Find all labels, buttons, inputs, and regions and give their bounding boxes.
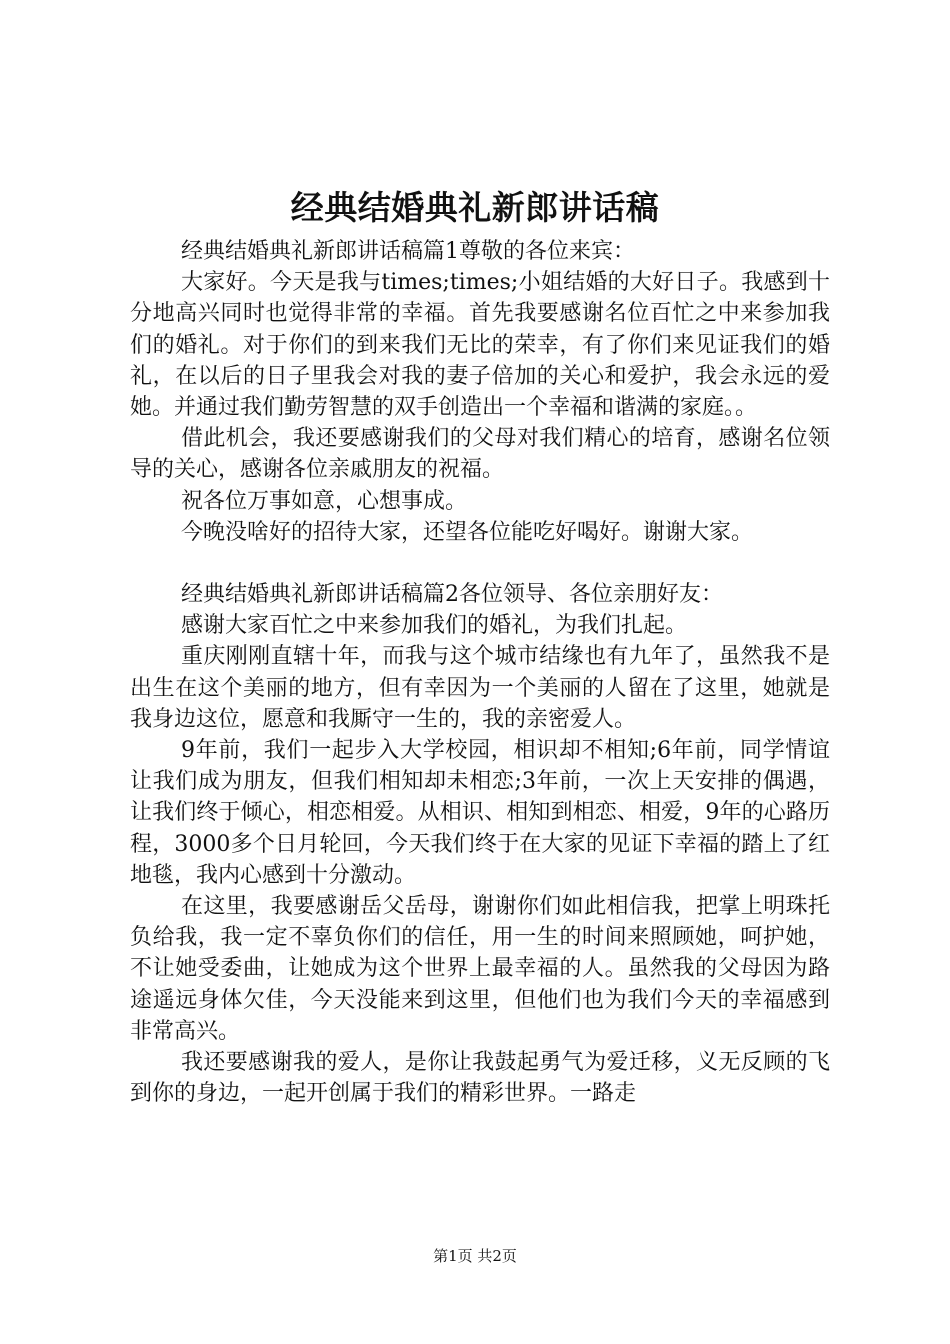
paragraph: 重庆刚刚直辖十年，而我与这个城市结缘也有九年了，虽然我不是出生在这个美丽的地方，但有幸因为一个美丽的人留在了这里，她就是我身边这位，愿意和我厮守一生的，我的亲密爱人。	[130, 644, 830, 732]
document-body	[130, 236, 830, 1109]
paragraph: 在这里，我要感谢岳父岳母，谢谢你们如此相信我，把掌上明珠托负给我，我一定不辜负你们的信任，用一生的时间来照顾她，呵护她，不让她受委曲，让她成为这个世界上最幸福的人。虽然我的父母因为路途遥远身体欠佳，今天没能来到这里，但他们也为我们今天的幸福感到非常高兴。	[130, 894, 830, 1044]
paragraph: 经典结婚典礼新郎讲话稿篇1尊敬的各位来宾：	[181, 239, 635, 264]
paragraph: 我还要感谢我的爱人，是你让我鼓起勇气为爱迁移，义无反顾的飞到你的身边，一起开创属于我们的精彩世界。一路走	[130, 1050, 830, 1107]
paragraph: 借此机会，我还要感谢我们的父母对我们精心的培育，感谢名位领导的关心，感谢各位亲戚朋友的祝福。	[130, 426, 830, 483]
paragraph: 9年前，我们一起步入大学校园，相识却不相知;6年前，同学情谊让我们成为朋友，但我们相知却未相恋;3年前，一次上天安排的偶遇，让我们终于倾心，相恋相爱。从相识、相知到相恋、相爱，9年的心路历程，3000多个日月轮回，今天我们终于在大家的见证下幸福的踏上了红地毯，我内心感到十分激动。	[130, 738, 830, 888]
paragraph: 大家好。今天是我与times;times;小姐结婚的大好日子。我感到十分地高兴同时也觉得非常的幸福。首先我要感谢名位百忙之中来参加我们的婚礼。对于你们的到来我们无比的荣幸，有了你们来见证我们的婚礼，在以后的日子里我会对我的妻子倍加的关心和爱护，我会永远的爱她。并通过我们勤劳智慧的双手创造出一个幸福和谐满的家庭。。	[130, 270, 830, 421]
paragraph: 经典结婚典礼新郎讲话稿篇2各位领导、各位亲朋好友：	[181, 582, 723, 608]
paragraph: 祝各位万事如意，心想事成。	[181, 488, 468, 514]
document-title: 经典结婚典礼新郎讲话稿	[290, 188, 660, 227]
page-number-footer: 第1页 共2页	[433, 1247, 517, 1265]
paragraph: 感谢大家百忙之中来参加我们的婚礼，为我们扎起。	[181, 613, 688, 639]
paragraph: 今晚没啥好的招待大家，还望各位能吃好喝好。谢谢大家。	[181, 519, 754, 545]
